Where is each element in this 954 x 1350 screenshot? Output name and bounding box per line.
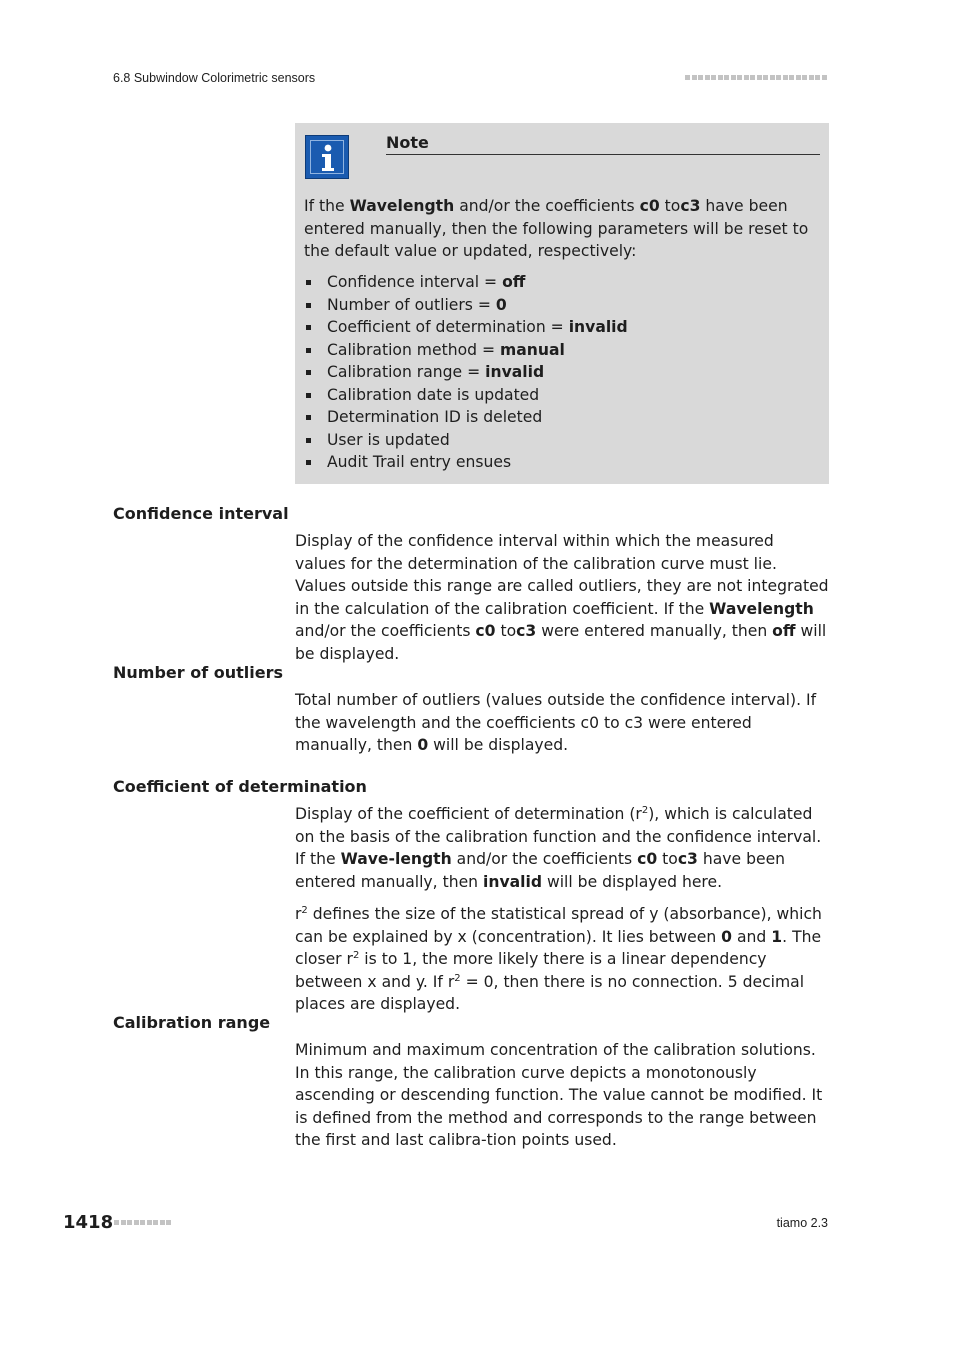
marker-square — [705, 75, 710, 80]
bullet-icon — [306, 438, 311, 443]
marker-square — [134, 1220, 139, 1225]
marker-square — [685, 75, 690, 80]
bullet-icon — [306, 393, 311, 398]
bullet-icon — [306, 348, 311, 353]
note-list-item: Audit Trail entry ensues — [304, 451, 628, 474]
marker-square — [802, 75, 807, 80]
bullet-icon — [306, 280, 311, 285]
marker-square — [731, 75, 736, 80]
note-box — [295, 123, 829, 484]
bullet-icon — [306, 370, 311, 375]
note-list-item: Calibration range = invalid — [304, 361, 628, 384]
marker-square — [127, 1220, 132, 1225]
page-number: 1418 — [63, 1212, 114, 1233]
marker-square — [776, 75, 781, 80]
note-intro: If the Wavelength and/or the coefficients c0 toc3 have been entered manually, then the following parameters will be reset to the default value or updated, respectively: — [304, 197, 809, 260]
note-list-item: Number of outliers = 0 — [304, 294, 628, 317]
marker-square — [783, 75, 788, 80]
heading-calibration-range: Calibration range — [113, 1013, 271, 1032]
heading-coefficient-of-determination: Coefficient of determination — [113, 777, 367, 796]
note-list-item: Confidence interval = off — [304, 271, 628, 294]
product-name: tiamo 2.3 — [776, 1216, 828, 1230]
marker-square — [757, 75, 762, 80]
note-list-item: User is updated — [304, 429, 628, 452]
marker-square — [822, 75, 827, 80]
marker-square — [711, 75, 716, 80]
marker-square — [796, 75, 801, 80]
heading-confidence-interval: Confidence interval — [113, 504, 289, 523]
marker-square — [718, 75, 723, 80]
marker-square — [147, 1220, 152, 1225]
marker-square — [763, 75, 768, 80]
marker-square — [692, 75, 697, 80]
marker-square — [737, 75, 742, 80]
bullet-icon — [306, 303, 311, 308]
running-header-section: 6.8 Subwindow Colorimetric sensors — [113, 71, 316, 85]
marker-square — [809, 75, 814, 80]
marker-square — [744, 75, 749, 80]
paragraph-calibration-range: Minimum and maximum concentration of the calibration solutions. In this range, the calibration curve depicts a monotonously ascending or descending function. The value cannot be modified. It is defined from the method and corresponds to the range between the first and last calibra-tion points used. — [295, 1041, 823, 1149]
marker-square — [750, 75, 755, 80]
note-title: Note — [386, 133, 820, 155]
bullet-icon — [306, 460, 311, 465]
heading-number-of-outliers: Number of outliers — [113, 663, 284, 682]
marker-square — [789, 75, 794, 80]
marker-square — [698, 75, 703, 80]
note-list — [304, 271, 628, 474]
marker-square — [166, 1220, 171, 1225]
marker-square — [724, 75, 729, 80]
paragraph-number-of-outliers: Total number of outliers (values outside the confidence interval). If the wavelength and the coefficients c0 to c3 were entered manually, then 0 will be displayed. — [295, 691, 817, 754]
note-list-item: Calibration date is updated — [304, 384, 628, 407]
footer-marker-squares — [114, 1220, 173, 1225]
note-list-item: Coefficient of determination = invalid — [304, 316, 628, 339]
note-list-item: Calibration method = manual — [304, 339, 628, 362]
paragraph-confidence-interval: Display of the confidence interval within which the measured values for the determination of the calibration curve must lie. Values outside this range are called outliers, they are not integrated in the calculation of the calibration coefficient. If the Wavelength and/or the coefficients c0 toc3 were entered manually, then off will be displayed. — [295, 532, 829, 663]
paragraph-coefficient-explanation: $r^2$ defines the size of the statistical spread of y (absorbance), which can be explained by x (concentration). It lies between 0 and 1. The closer $r^2$ is to 1, the more likely there is a linear dependency between x and y. If $r^2 = 0$, then there is no connection. 5 decimal places are displayed. — [295, 904, 822, 1013]
marker-square — [815, 75, 820, 80]
bullet-icon — [306, 415, 311, 420]
note-list-item: Determination ID is deleted — [304, 406, 628, 429]
paragraph-coefficient-definition: Display of the coefficient of determination $(r^2)$, which is calculated on the basis of the calibration function and the confidence interval. If the Wave-length and/or the coefficients c0 toc3 have been entered manually, then invalid will be displayed here. — [295, 804, 822, 891]
header-marker-squares — [685, 75, 828, 80]
marker-square — [121, 1220, 126, 1225]
bullet-icon — [306, 325, 311, 330]
info-icon — [305, 135, 349, 179]
marker-square — [153, 1220, 158, 1225]
marker-square — [160, 1220, 165, 1225]
marker-square — [770, 75, 775, 80]
marker-square — [114, 1220, 119, 1225]
marker-square — [140, 1220, 145, 1225]
